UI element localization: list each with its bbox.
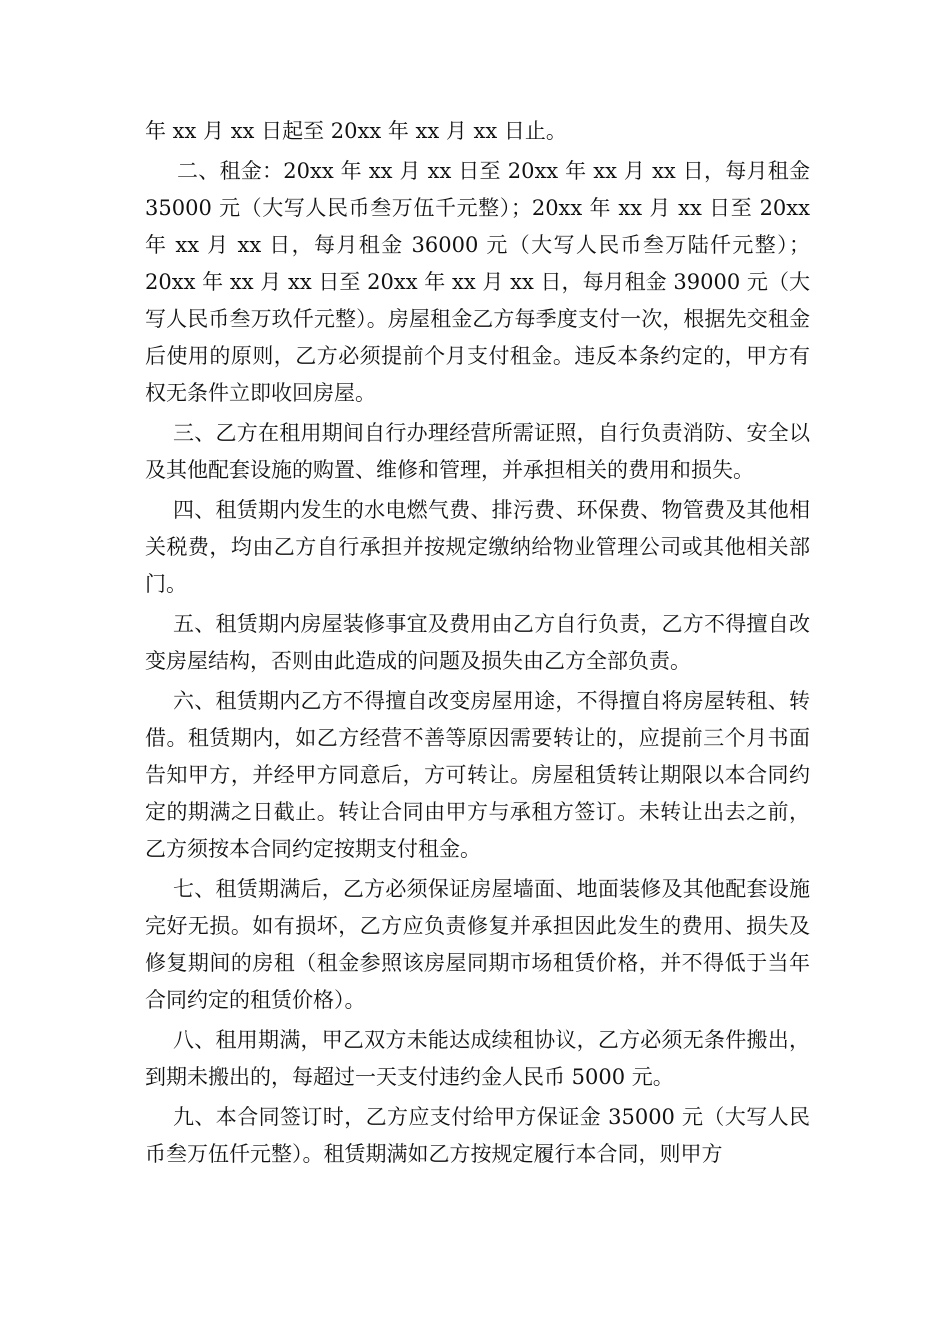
paragraph-clause-9-deposit: 九、本合同签订时，乙方应支付给甲方保证金 35000 元（大写人民币叁万伍仟元整）。租赁期满如乙方按规定履行本合同，则甲方 bbox=[145, 1105, 810, 1166]
paragraph-clause-6-subletting: 六、租赁期内乙方不得擅自改变房屋用途，不得擅自将房屋转租、转借。租赁期内，如乙方经营不善等原因需要转让的，应提前三个月书面告知甲方，并经甲方同意后，方可转让。房屋租赁转让期限以本合同约定的期满之日截止。转让合同由甲方与承租方签订。未转让出去之前，乙方须按本合同约定按期支付租金。 bbox=[145, 689, 810, 861]
paragraph-clause-5-renovation: 五、租赁期内房屋装修事宜及费用由乙方自行负责，乙方不得擅自改变房屋结构，否则由此造成的问题及损失由乙方全部负责。 bbox=[145, 612, 810, 673]
paragraph-clause-8-move-out: 八、租用期满，甲乙双方未能达成续租协议，乙方必须无条件搬出，到期未搬出的，每超过一天支付违约金人民币 5000 元。 bbox=[145, 1028, 810, 1089]
paragraph-clause-2-rent: 二、租金：20xx 年 xx 月 xx 日至 20xx 年 xx 月 xx 日，每月租金 35000 元（大写人民币叁万伍千元整）；20xx 年 xx 月 xx 日至 20xx 年 xx 月 xx 日，每月租金 36000 元（大写人民币叁万陆仟元整）；20xx 年 xx 月 xx 日至 20xx 年 xx 月 xx 日，每月租金 39000 元（大写人民币叁万玖仟元整）。房屋租金乙方每季度支付一次，根据先交租金后使用的原则，乙方必须提前个月支付租金。违反本条约定的，甲方有权无条件立即收回房屋。 bbox=[145, 159, 810, 405]
paragraph-clause-7-restoration: 七、租赁期满后，乙方必须保证房屋墙面、地面装修及其他配套设施完好无损。如有损坏，乙方应负责修复并承担因此发生的费用、损失及修复期间的房租（租金参照该房屋同期市场租赁价格，并不得低于当年合同约定的租赁价格）。 bbox=[145, 877, 810, 1012]
contract-body bbox=[145, 113, 810, 1176]
paragraph-clause-4-fees: 四、租赁期内发生的水电燃气费、排污费、环保费、物管费及其他相关税费，均由乙方自行承担并按规定缴纳给物业管理公司或其他相关部门。 bbox=[145, 498, 810, 596]
paragraph-clause-3-licenses: 三、乙方在租用期间自行办理经营所需证照，自行负责消防、安全以及其他配套设施的购置、维修和管理，并承担相关的费用和损失。 bbox=[145, 421, 810, 482]
paragraph-lease-term-end: 年 xx 月 xx 日起至 20xx 年 xx 月 xx 日止。 bbox=[145, 119, 567, 143]
